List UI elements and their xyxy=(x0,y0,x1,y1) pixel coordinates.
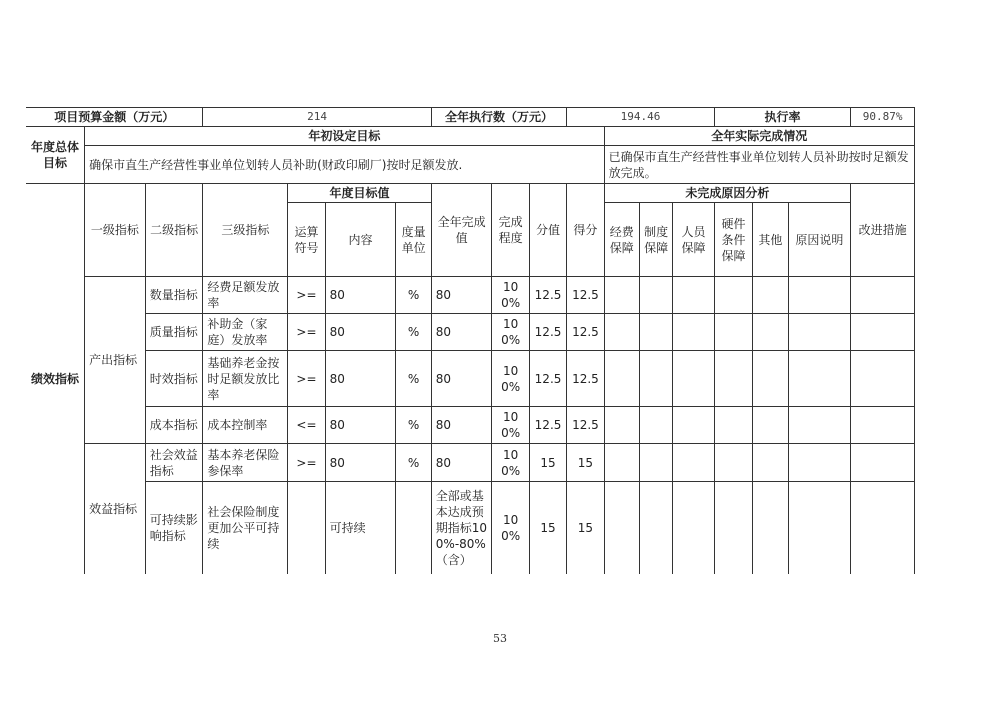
col-reasons-group: 未完成原因分析 xyxy=(604,184,851,203)
content-cell: 80 xyxy=(325,277,396,314)
got-cell: 12.5 xyxy=(567,351,604,407)
unit-cell: % xyxy=(396,351,431,407)
content-cell: 80 xyxy=(325,444,396,482)
executed-label: 全年执行数（万元） xyxy=(431,108,566,127)
done-cell: 80 xyxy=(431,314,492,351)
got-cell: 15 xyxy=(567,482,604,574)
table-row xyxy=(26,277,915,314)
score-cell: 12.5 xyxy=(529,314,566,351)
budget-value: 214 xyxy=(203,108,431,127)
column-header-row-1 xyxy=(26,184,915,203)
degree-cell: 100% xyxy=(492,482,529,574)
table-row xyxy=(26,351,915,407)
initial-goal-title: 年初设定目标 xyxy=(85,127,605,146)
col-operator: 运算符号 xyxy=(288,203,325,277)
goal-text-row xyxy=(26,146,915,184)
content-cell: 可持续 xyxy=(325,482,396,574)
level2-cell: 质量指标 xyxy=(145,314,203,351)
operator-cell: >= xyxy=(288,314,325,351)
group-benefit: 效益指标 xyxy=(85,444,146,574)
col-level2: 二级指标 xyxy=(145,184,203,277)
level3-cell: 成本控制率 xyxy=(203,407,288,444)
level3-cell: 经费足额发放率 xyxy=(203,277,288,314)
operator-cell: >= xyxy=(288,277,325,314)
table-row xyxy=(26,444,915,482)
col-hardware: 硬件条件保障 xyxy=(714,203,752,277)
col-content: 内容 xyxy=(325,203,396,277)
rate-value: 90.87% xyxy=(851,108,915,127)
level2-cell: 数量指标 xyxy=(145,277,203,314)
col-completion: 完成程度 xyxy=(492,184,529,277)
initial-goal-text: 确保市直生产经营性事业单位划转人员补助(财政印刷厂)按时足额发放. xyxy=(85,146,605,184)
score-cell: 15 xyxy=(529,482,566,574)
got-cell: 12.5 xyxy=(567,407,604,444)
level3-cell: 基础养老金按时足额发放比率 xyxy=(203,351,288,407)
table-row xyxy=(26,314,915,351)
col-personnel: 人员保障 xyxy=(673,203,714,277)
score-cell: 15 xyxy=(529,444,566,482)
executed-value: 194.46 xyxy=(567,108,715,127)
col-score-got: 得分 xyxy=(567,184,604,277)
actual-result-text: 已确保市直生产经营性事业单位划转人员补助按时足额发放完成。 xyxy=(604,146,914,184)
table-row xyxy=(26,482,915,574)
col-score-value: 分值 xyxy=(529,184,566,277)
col-reason-desc: 原因说明 xyxy=(788,203,851,277)
done-cell: 80 xyxy=(431,444,492,482)
done-cell: 80 xyxy=(431,351,492,407)
performance-table xyxy=(26,107,915,574)
col-system: 制度保障 xyxy=(640,203,673,277)
got-cell: 12.5 xyxy=(567,277,604,314)
content-cell: 80 xyxy=(325,351,396,407)
score-cell: 12.5 xyxy=(529,277,566,314)
got-cell: 15 xyxy=(567,444,604,482)
degree-cell: 100% xyxy=(492,277,529,314)
actual-result-title: 全年实际完成情况 xyxy=(604,127,914,146)
done-cell: 全部或基本达成预期指标100%-80%（含） xyxy=(431,482,492,574)
budget-label: 项目预算金额（万元） xyxy=(26,108,203,127)
level3-cell: 社会保险制度更加公平可持续 xyxy=(203,482,288,574)
degree-cell: 100% xyxy=(492,351,529,407)
operator-cell: <= xyxy=(288,407,325,444)
operator-cell: >= xyxy=(288,351,325,407)
group-output: 产出指标 xyxy=(85,277,146,444)
level2-cell: 时效指标 xyxy=(145,351,203,407)
degree-cell: 100% xyxy=(492,444,529,482)
level3-cell: 补助金（家庭）发放率 xyxy=(203,314,288,351)
content-cell: 80 xyxy=(325,314,396,351)
score-cell: 12.5 xyxy=(529,351,566,407)
operator-cell: >= xyxy=(288,444,325,482)
unit-cell: % xyxy=(396,277,431,314)
score-cell: 12.5 xyxy=(529,407,566,444)
degree-cell: 100% xyxy=(492,314,529,351)
content-cell: 80 xyxy=(325,407,396,444)
level2-cell: 成本指标 xyxy=(145,407,203,444)
unit-cell: % xyxy=(396,407,431,444)
operator-cell xyxy=(288,482,325,574)
col-other: 其他 xyxy=(753,203,788,277)
done-cell: 80 xyxy=(431,407,492,444)
page-number: 53 xyxy=(493,632,507,645)
unit-cell: % xyxy=(396,314,431,351)
annual-goal-label: 年度总体目标 xyxy=(26,127,85,184)
rate-label: 执行率 xyxy=(714,108,850,127)
col-improve: 改进措施 xyxy=(851,184,915,277)
got-cell: 12.5 xyxy=(567,314,604,351)
table-row xyxy=(26,407,915,444)
level2-cell: 社会效益指标 xyxy=(145,444,203,482)
col-funding: 经费保障 xyxy=(604,203,639,277)
level2-cell: 可持续影响指标 xyxy=(145,482,203,574)
col-level1: 一级指标 xyxy=(85,184,146,277)
col-unit: 度量单位 xyxy=(396,203,431,277)
degree-cell: 100% xyxy=(492,407,529,444)
done-cell: 80 xyxy=(431,277,492,314)
perf-indicator-label: 绩效指标 xyxy=(26,184,85,574)
level3-cell: 基本养老保险参保率 xyxy=(203,444,288,482)
col-annual-done: 全年完成值 xyxy=(431,184,492,277)
goal-title-row xyxy=(26,127,915,146)
unit-cell xyxy=(396,482,431,574)
col-target-group: 年度目标值 xyxy=(288,184,432,203)
col-level3: 三级指标 xyxy=(203,184,288,277)
budget-row xyxy=(26,108,915,127)
unit-cell: % xyxy=(396,444,431,482)
